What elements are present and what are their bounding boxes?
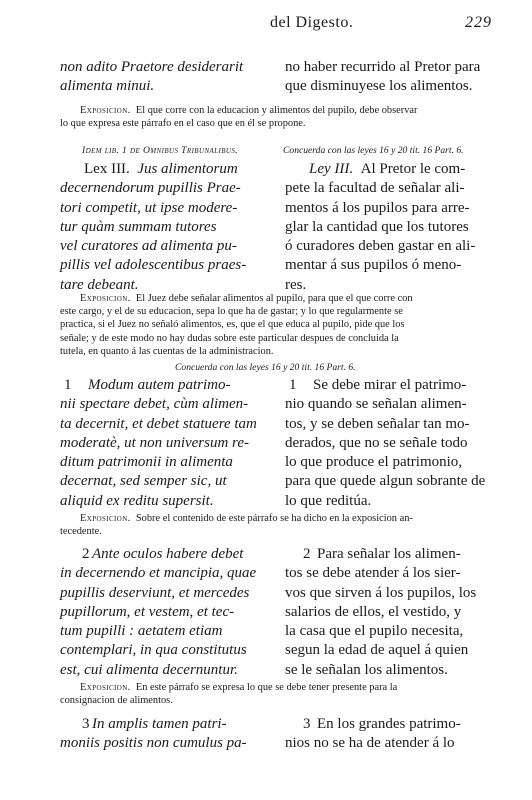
- latin-line: est, cui alimenta decernuntur.: [60, 661, 238, 678]
- latin-column: [60, 545, 272, 680]
- spanish-line: salarios de ellos, el vestido, y: [285, 603, 462, 620]
- continued-fragment: [60, 58, 490, 98]
- spanish-line: pete la facultad de señalar ali-: [285, 180, 465, 197]
- latin-line: ta decernit, et debet statuere tam: [60, 415, 257, 432]
- latin-line: Lex III. Jus alimentorum: [84, 161, 238, 177]
- paragraph-number: 2: [82, 546, 90, 562]
- spanish-line: nios no se ha de atender á lo: [285, 735, 455, 752]
- latin-column: [60, 376, 272, 511]
- latin-line: ditum patrimonii in alimenta: [60, 454, 233, 471]
- paragraph-number: 3: [303, 716, 311, 732]
- spanish-column: [285, 715, 490, 754]
- exposition-line: consignacion de alimentos.: [60, 695, 173, 707]
- concordance-note: Concuerda con las leyes 16 y 20 tit. 16 Part. 6.: [175, 362, 356, 373]
- latin-line: moderatè, ut non universum re-: [60, 434, 249, 451]
- spanish-column: [285, 58, 490, 97]
- running-title: del Digesto.: [270, 14, 354, 31]
- latin-line: pupillorum, et vestem, et tec-: [60, 603, 235, 620]
- paragraph-number: 3: [82, 716, 90, 732]
- exposition-line: este cargo, y el de su educacion, sepa lo que ha de gastar; y lo que regularmente se: [60, 306, 403, 318]
- latin-column: [60, 160, 272, 295]
- paragraph-3: [60, 715, 490, 755]
- latin-line: vel curatores ad alimenta pu-: [60, 238, 237, 255]
- spanish-line: que disminuyese los alimentos.: [285, 78, 473, 95]
- spanish-line: tos se debe atender á los sier-: [285, 565, 461, 582]
- exposition-block: [60, 512, 490, 538]
- exposition-label: Exposicion.: [80, 682, 131, 693]
- spanish-line: para que quede algun sobrante de: [285, 473, 486, 490]
- spanish-line: la casa que el pupilo necesita,: [285, 623, 464, 640]
- spanish-column: [285, 160, 490, 295]
- exposition-line: Exposicion. Sobre el contenido de este párrafo se ha dicho en la exposicion an-: [80, 513, 413, 524]
- spanish-line: mentos á los pupilos para arre-: [285, 199, 470, 216]
- law-concordance: Concuerda con las leyes 16 y 20 tit. 16 Part. 6.: [283, 145, 464, 156]
- exposition-line: practica, si el Juez no señaló alimentos, es, que el que educa al pupilo, pide que los: [60, 319, 405, 331]
- paragraph-2: [60, 545, 490, 685]
- spanish-line: lo que produce el patrimonio,: [285, 454, 463, 471]
- latin-line: pupillis deserviunt, et mercedes: [60, 584, 250, 601]
- latin-line: nii spectare debet, cùm alimen-: [60, 396, 249, 413]
- exposition-block: [60, 681, 490, 707]
- exposition-line: tecedente.: [60, 526, 102, 538]
- spanish-line: tos, y se deben señalar tan mo-: [285, 415, 470, 432]
- spanish-line: vos que sirven á los pupilos, los: [285, 584, 477, 601]
- spanish-column: [285, 376, 490, 511]
- spanish-line: Ley III. Al Pretor le com-: [309, 161, 466, 177]
- exposition-block: [60, 292, 490, 358]
- spanish-line: res.: [285, 276, 307, 293]
- spanish-line: glar la cantidad que los tutores: [285, 218, 469, 235]
- latin-column: [60, 58, 272, 97]
- exposition-line: Exposicion. El Juez debe señalar alimentos al pupilo, para que el que corre con: [80, 293, 413, 304]
- latin-line: alimenta minui.: [60, 78, 155, 95]
- spanish-line: nio quando se señalan alimen-: [285, 396, 467, 413]
- running-header: [60, 14, 492, 38]
- latin-line: non adito Praetore desiderarit: [60, 59, 244, 75]
- latin-line: tori competit, ut ipse modere-: [60, 199, 238, 216]
- exposition-line: tutela, en quanto á las cuentas de la administracion.: [60, 345, 274, 357]
- spanish-column: [285, 545, 490, 680]
- latin-line: decernat, sed semper sic, ut: [60, 473, 227, 490]
- latin-line: tum pupilli : aetatem etiam: [60, 623, 223, 640]
- latin-line: pillis vel adolescentibus praes-: [60, 257, 247, 274]
- spanish-line: 2 Para señalar los alimen-: [285, 545, 490, 564]
- law-heading-spanish: Ley III.: [309, 161, 354, 177]
- exposition-line: Exposicion. En este párrafo se expresa lo que se debe tener presente para la: [80, 682, 398, 693]
- exposition-line: señale; y de este modo no hay dudas sobre este particular despues de concluida la: [60, 332, 399, 344]
- spanish-line: derados, que no se señale todo: [285, 434, 468, 451]
- latin-line: 1 Modum autem patrimo-: [60, 376, 272, 395]
- exposition-label: Exposicion.: [80, 513, 131, 524]
- exposition-label: Exposicion.: [80, 105, 131, 116]
- spanish-line: 1 Se debe mirar el patrimo-: [285, 376, 490, 395]
- latin-column: [60, 715, 272, 754]
- paragraph-number: 1: [289, 377, 297, 393]
- latin-line: 2 Ante oculos habere debet: [60, 545, 272, 564]
- paragraph-1: [60, 376, 490, 516]
- latin-line: tare debeant.: [60, 276, 139, 293]
- spanish-line: segun la edad de aquel á quien: [285, 642, 469, 659]
- latin-line: moniis positis non cumulus pa-: [60, 735, 247, 752]
- law-source: Idem lib. 1 de Omnibus Tribunalibus.: [82, 145, 239, 156]
- latin-line: decernendorum pupillis Prae-: [60, 180, 241, 197]
- exposition-line: Exposicion. El que corre con la educacion y alimentos del pupilo, debe observar: [80, 105, 418, 116]
- spanish-line: se le señalan los alimentos.: [285, 661, 448, 678]
- exposition-block: [60, 104, 490, 130]
- spanish-line: no haber recurrido al Pretor para: [285, 59, 481, 75]
- latin-line: tur quàm summam tutores: [60, 218, 217, 235]
- exposition-line: lo que expresa este párrafo en el caso que en él se propone.: [60, 118, 306, 130]
- exposition-label: Exposicion.: [80, 293, 131, 304]
- spanish-line: mentar á sus pupilos ó meno-: [285, 257, 462, 274]
- law-3: [60, 160, 490, 302]
- latin-line: 3 In amplis tamen patri-: [60, 715, 272, 734]
- spanish-line: ó curadores deben gastar en ali-: [285, 238, 476, 255]
- latin-line: contemplari, in qua constitutus: [60, 642, 247, 659]
- spanish-line: 3 En los grandes patrimo-: [285, 715, 490, 734]
- law-heading-latin: Lex III.: [84, 161, 130, 177]
- page-number: 229: [465, 14, 492, 31]
- paragraph-number: 1: [64, 377, 72, 393]
- latin-line: aliquid ex reditu supersit.: [60, 492, 214, 509]
- latin-line: in decernendo et mancipia, quae: [60, 565, 257, 582]
- spanish-line: lo que reditúa.: [285, 492, 372, 509]
- paragraph-number: 2: [303, 546, 311, 562]
